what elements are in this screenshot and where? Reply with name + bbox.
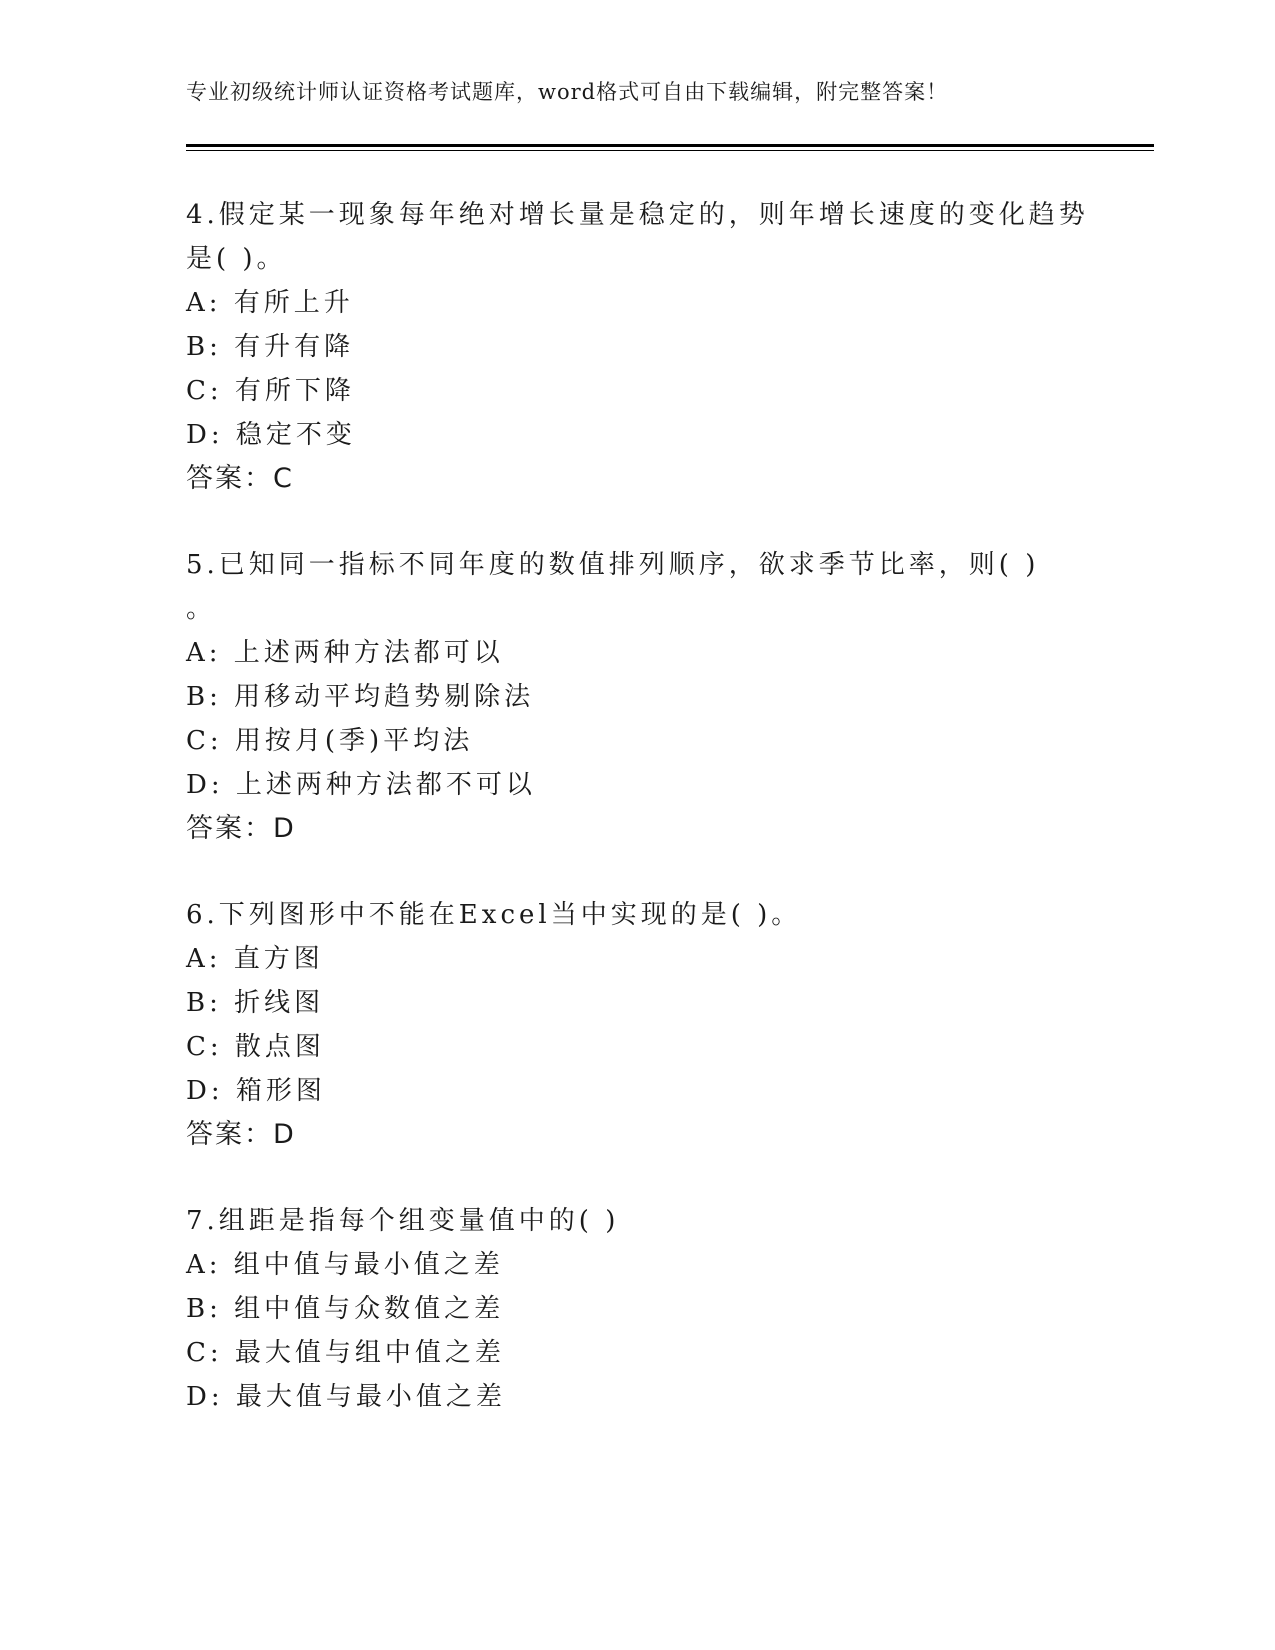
question-4-stem-line-1: 4.假定某一现象每年绝对增长量是稳定的，则年增长速度的变化趋势: [186, 200, 1089, 230]
question-5-stem-line-2: 。: [186, 594, 217, 624]
question-7-stem-line-1: 7.组距是指每个组变量值中的( ): [186, 1206, 620, 1236]
question-6-option-a: A: 直方图: [186, 944, 324, 974]
question-5-stem-line-1: 5.已知同一指标不同年度的数值排列顺序，欲求季节比率，则( ): [186, 550, 1040, 580]
question-4-stem-line-2: 是( )。: [186, 244, 287, 274]
question-6-option-c: C: 散点图: [186, 1032, 325, 1062]
question-4-option-a: A: 有所上升: [186, 288, 354, 318]
question-7-option-d: D: 最大值与最小值之差: [186, 1382, 506, 1412]
question-4-option-b: B: 有升有降: [186, 332, 355, 362]
question-4-option-c: C: 有所下降: [186, 376, 355, 406]
question-6-option-b: B: 折线图: [186, 988, 325, 1018]
question-7-option-c: C: 最大值与组中值之差: [186, 1338, 505, 1368]
question-5-option-a: A: 上述两种方法都可以: [186, 638, 504, 668]
question-6-option-d: D: 箱形图: [186, 1076, 326, 1106]
question-5-option-b: B: 用移动平均趋势剔除法: [186, 682, 535, 712]
question-5-option-d: D: 上述两种方法都不可以: [186, 770, 536, 800]
header-rule-thick: [186, 144, 1154, 147]
question-6-stem-line-1: 6.下列图形中不能在Excel当中实现的是( )。: [186, 900, 802, 930]
question-5-option-c: C: 用按月(季)平均法: [186, 726, 474, 756]
question-4-answer: 答案：C: [186, 463, 294, 494]
question-6-answer: 答案：D: [186, 1119, 296, 1150]
question-7-option-b: B: 组中值与众数值之差: [186, 1294, 505, 1324]
page-header: 专业初级统计师认证资格考试题库，word格式可自由下载编辑，附完整答案！: [186, 80, 949, 104]
question-5-answer: 答案：D: [186, 813, 296, 844]
header-rule-thin: [186, 150, 1154, 151]
question-7-option-a: A: 组中值与最小值之差: [186, 1250, 504, 1280]
question-4-option-d: D: 稳定不变: [186, 420, 356, 450]
